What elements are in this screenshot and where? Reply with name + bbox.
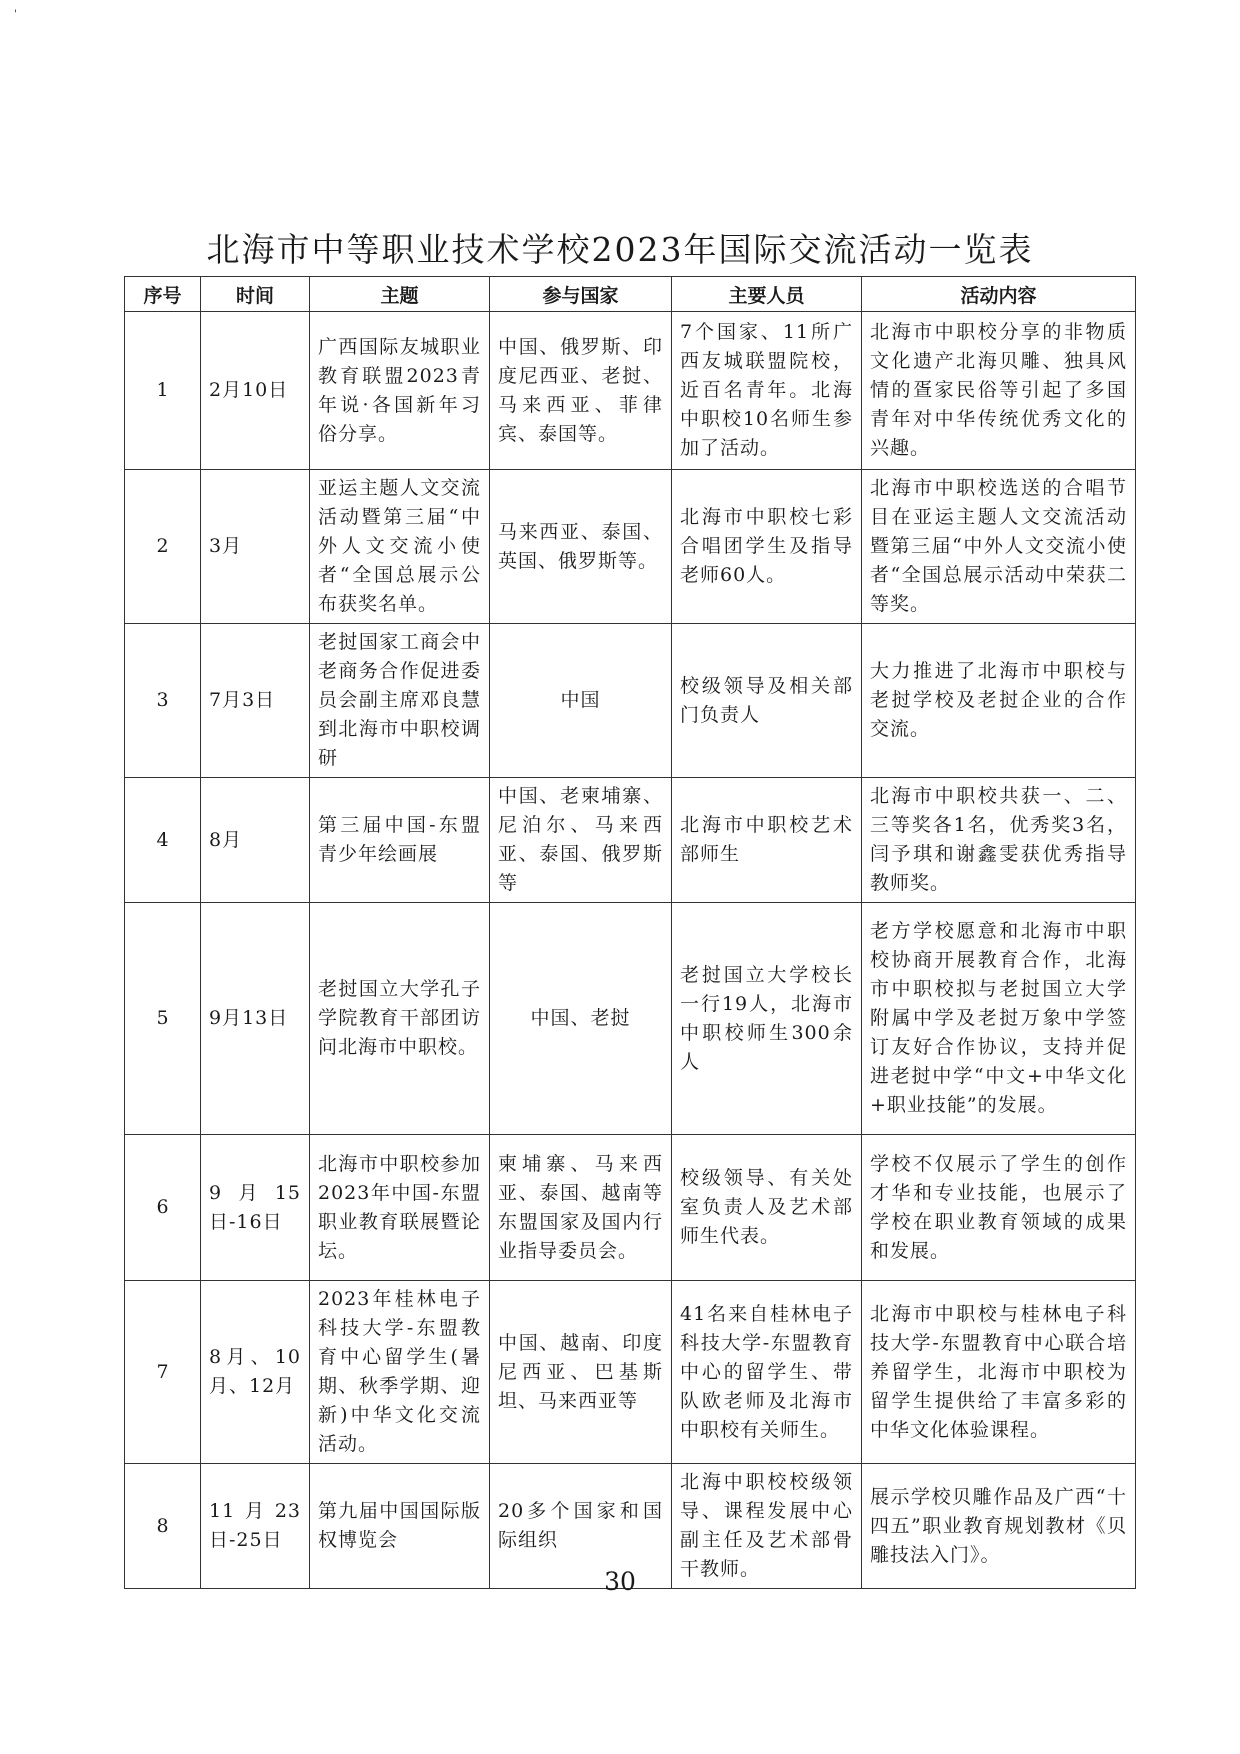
cell-seq: 7 [125,1281,201,1464]
page-number: 30 [604,1567,636,1596]
cell-content: 北海市中职校与桂林电子科技大学-东盟教育中心联合培养留学生，北海市中职校为留学生提供给了丰富多彩的中华文化体验课程。 [862,1281,1136,1464]
cell-countries: 中国、老柬埔寨、尼泊尔、马来西亚、泰国、俄罗斯等 [490,778,672,903]
table-row [125,1281,1136,1464]
cell-theme: 2023年桂林电子科技大学-东盟教育中心留学生(暑期、秋季学期、迎新)中华文化交流活动。 [310,1281,490,1464]
cell-time: 11月23日-25日 [201,1464,310,1589]
cell-countries: 中国 [490,624,672,778]
table-row [125,312,1136,470]
cell-content: 大力推进了北海市中职校与老挝学校及老挝企业的合作交流。 [862,624,1136,778]
header-personnel: 主要人员 [672,277,862,312]
corner-mark: ' [14,9,17,20]
cell-content: 学校不仅展示了学生的创作才华和专业技能，也展示了学校在职业教育领域的成果和发展。 [862,1135,1136,1281]
table-row [125,1135,1136,1281]
cell-countries: 马来西亚、泰国、英国、俄罗斯等。 [490,470,672,624]
header-time: 时间 [201,277,310,312]
table-row [125,470,1136,624]
cell-seq: 5 [125,903,201,1135]
table-row [125,624,1136,778]
cell-personnel: 校级领导及相关部门负责人 [672,624,862,778]
header-theme: 主题 [310,277,490,312]
cell-seq: 1 [125,312,201,470]
cell-theme: 亚运主题人文交流活动暨第三届“中外人文交流小使者“全国总展示公布获奖名单。 [310,470,490,624]
cell-personnel: 北海市中职校七彩合唱团学生及指导老师60人。 [672,470,862,624]
cell-personnel: 41名来自桂林电子科技大学-东盟教育中心的留学生、带队欧老师及北海市中职校有关师生。 [672,1281,862,1464]
cell-time: 9月15日-16日 [201,1135,310,1281]
cell-theme: 第三届中国-东盟青少年绘画展 [310,778,490,903]
cell-time: 8月 [201,778,310,903]
table-header-row [125,277,1136,312]
cell-theme: 老挝国家工商会中老商务合作促进委员会副主席邓良慧到北海市中职校调研 [310,624,490,778]
cell-content: 北海市中职校共获一、二、三等奖各1名，优秀奖3名，闫予琪和谢鑫雯获优秀指导教师奖。 [862,778,1136,903]
cell-content: 展示学校贝雕作品及广西“十四五”职业教育规划教材《贝雕技法入门》。 [862,1464,1136,1589]
cell-countries: 20多个国家和国际组织 [490,1464,672,1589]
cell-personnel: 7个国家、11所广西友城联盟院校，近百名青年。北海中职校10名师生参加了活动。 [672,312,862,470]
cell-theme: 老挝国立大学孔子学院教育干部团访问北海市中职校。 [310,903,490,1135]
cell-countries: 中国、俄罗斯、印度尼西亚、老挝、马来西亚、菲律宾、泰国等。 [490,312,672,470]
cell-content: 北海市中职校选送的合唱节目在亚运主题人文交流活动暨第三届“中外人文交流小使者“全国总展示活动中荣获二等奖。 [862,470,1136,624]
table-row [125,778,1136,903]
cell-personnel: 北海市中职校艺术部师生 [672,778,862,903]
cell-theme: 第九届中国国际版权博览会 [310,1464,490,1589]
header-seq: 序号 [125,277,201,312]
cell-theme: 北海市中职校参加2023年中国-东盟职业教育联展暨论坛。 [310,1135,490,1281]
page-title: 北海市中等职业技术学校2023年国际交流活动一览表 [206,230,1034,269]
cell-content: 老方学校愿意和北海市中职校协商开展教育合作，北海市中职校拟与老挝国立大学附属中学及老挝万象中学签订友好合作协议，支持并促进老挝中学“中文+中华文化+职业技能”的发展。 [862,903,1136,1135]
cell-seq: 3 [125,624,201,778]
activity-table [124,276,1136,1589]
cell-seq: 4 [125,778,201,903]
cell-time: 2月10日 [201,312,310,470]
cell-time: 9月13日 [201,903,310,1135]
cell-personnel: 老挝国立大学校长一行19人，北海市中职校师生300余人 [672,903,862,1135]
header-countries: 参与国家 [490,277,672,312]
cell-content: 北海市中职校分享的非物质文化遗产北海贝雕、独具风情的疍家民俗等引起了多国青年对中华传统优秀文化的兴趣。 [862,312,1136,470]
cell-seq: 6 [125,1135,201,1281]
cell-personnel: 校级领导、有关处室负责人及艺术部师生代表。 [672,1135,862,1281]
table-row [125,903,1136,1135]
cell-seq: 2 [125,470,201,624]
cell-countries: 中国、越南、印度尼西亚、巴基斯坦、马来西亚等 [490,1281,672,1464]
cell-theme: 广西国际友城职业教育联盟2023青年说·各国新年习俗分享。 [310,312,490,470]
cell-countries: 柬埔寨、马来西亚、泰国、越南等东盟国家及国内行业指导委员会。 [490,1135,672,1281]
header-content: 活动内容 [862,277,1136,312]
cell-time: 7月3日 [201,624,310,778]
cell-seq: 8 [125,1464,201,1589]
cell-time: 3月 [201,470,310,624]
cell-personnel: 北海中职校校级领导、课程发展中心副主任及艺术部骨干教师。 [672,1464,862,1589]
cell-countries: 中国、老挝 [490,903,672,1135]
cell-time: 8月、10月、12月 [201,1281,310,1464]
